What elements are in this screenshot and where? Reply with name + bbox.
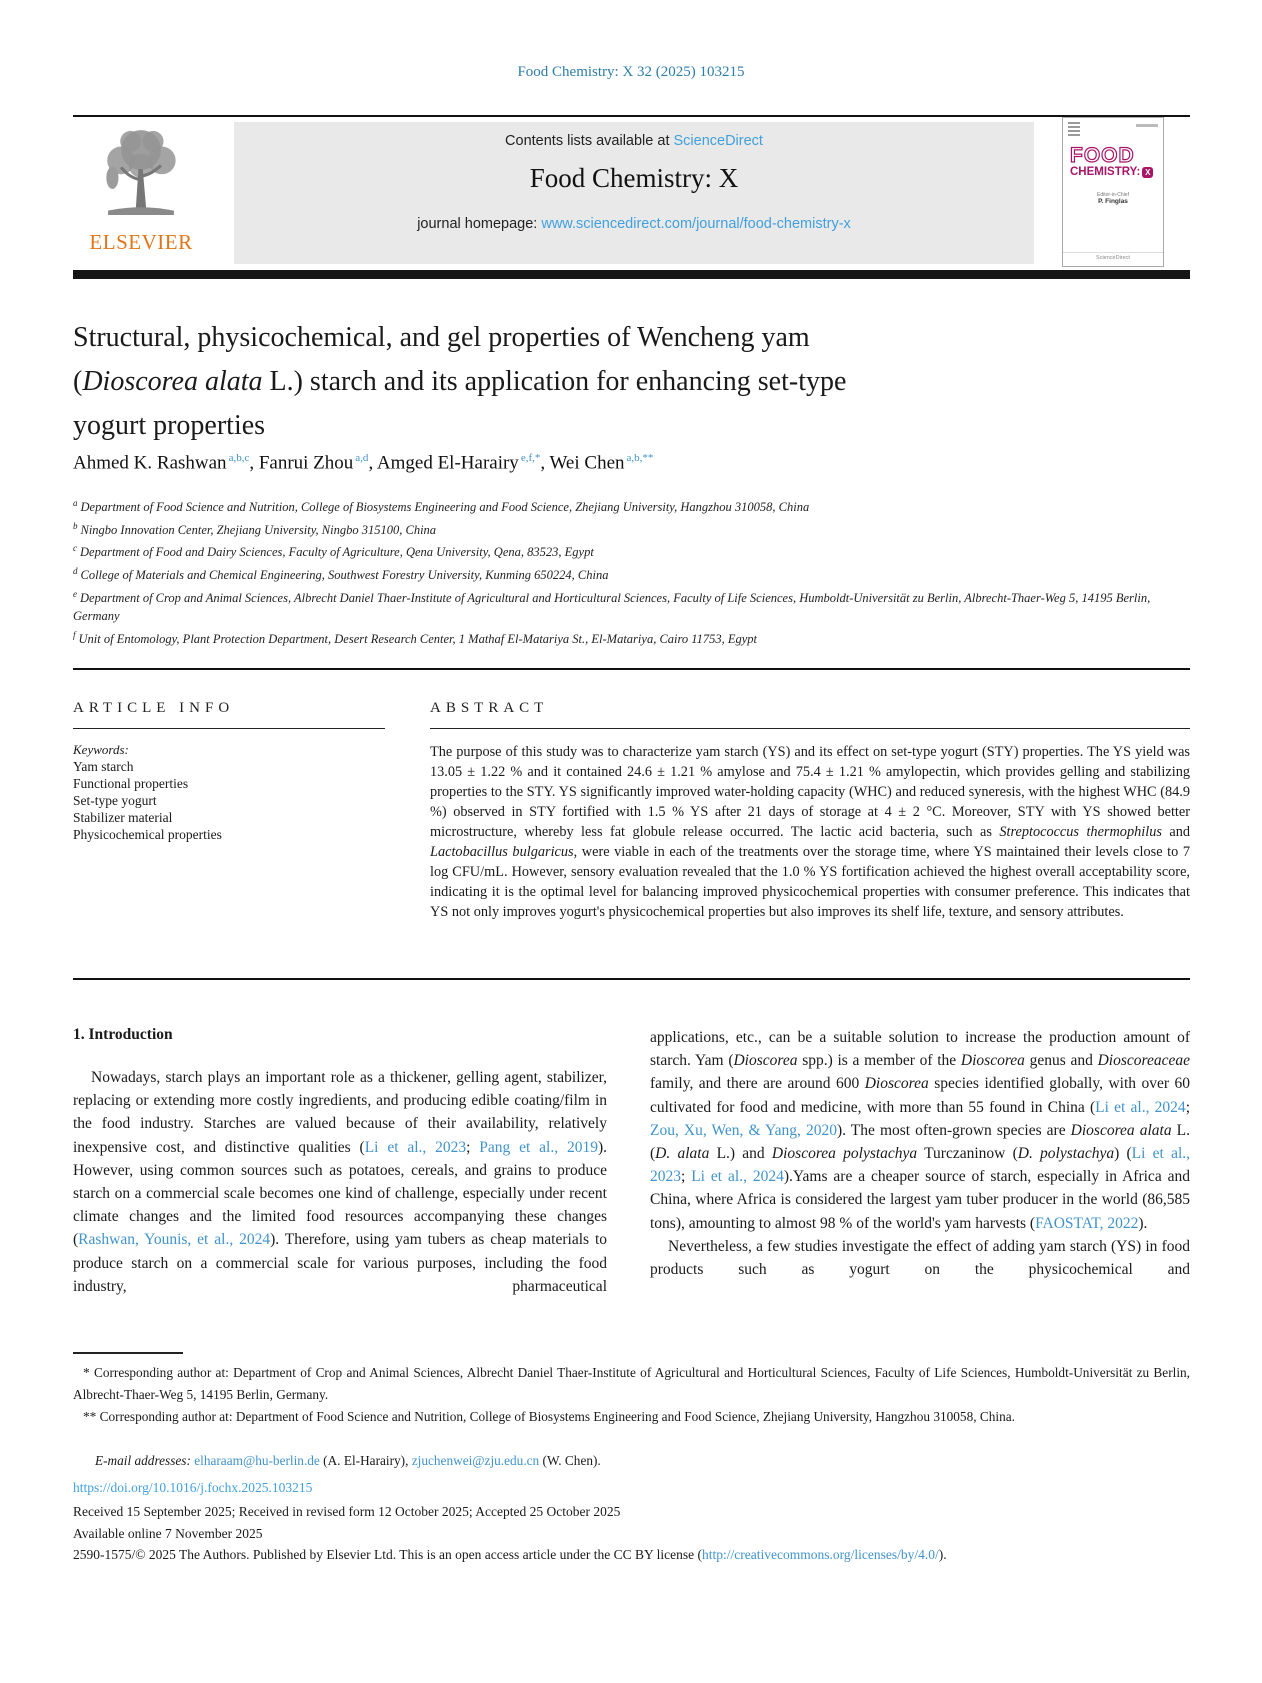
text-segment: spp.) is a member of the bbox=[797, 1052, 961, 1070]
affiliation-item: $^b$ Ningbo Innovation Center, Zhejiang University, Ningbo 315100, China bbox=[73, 520, 437, 537]
text-segment: ). Therefore, using yam tubers as cheap materials to produce starch on a commercial scale for various purposes, including the food industry, pharmaceutical bbox=[73, 1231, 608, 1295]
journal-cover[interactable] bbox=[1062, 117, 1164, 267]
text-segment: L.) starch and its application for enhancing set-type yogurt properties bbox=[73, 366, 847, 441]
text-segment: genus and bbox=[1024, 1052, 1098, 1070]
text-segment: Ahmed K. Rashwan bbox=[73, 452, 227, 474]
journal-title: Food Chemistry: X bbox=[529, 163, 739, 193]
affiliation-item: $^f$ Unit of Entomology, Plant Protection Department, Desert Research Center, 1 Mathaf El-Matariya St., El-Matariya, Cairo 11753, Egypt bbox=[73, 629, 758, 646]
text-segment: E-mail addresses: bbox=[95, 1453, 195, 1468]
abstract-section bbox=[430, 700, 1190, 922]
section-rule bbox=[73, 668, 1190, 670]
homepage-line bbox=[234, 216, 1034, 232]
intro-paragraph-2 bbox=[650, 1026, 1190, 1235]
text-link[interactable]: Li et al., 2023 bbox=[364, 1138, 467, 1156]
sciencedirect-link[interactable]: ScienceDirect bbox=[673, 133, 763, 149]
text-segment: Lactobacillus bulgaricus bbox=[430, 844, 574, 860]
elsevier-logo[interactable] bbox=[75, 124, 207, 264]
text-segment: ; bbox=[681, 1168, 692, 1186]
abstract-heading: ABSTRACT bbox=[430, 700, 549, 716]
text-segment: , were viable in each of the treatments over the storage time, where YS maintained their levels close to 7 log CFU/mL. However, sensory evaluation revealed that the 1.0 % YS fortification achieved the highest overall acceptability score, indicating it is the optimal level for balancing improved physicochemical properties with consumer preference. This indicates that YS not only improves yogurt's physicochemical properties but also improves its shelf life, texture, and sensory attributes. bbox=[430, 844, 1190, 920]
affiliation-item: $^c$ Department of Food and Dairy Sciences, Faculty of Agriculture, Qena University, Qena, 83523, Egypt bbox=[73, 543, 594, 560]
keyword-item: Stabilizer material bbox=[73, 810, 173, 825]
article-info-section bbox=[73, 700, 385, 843]
affiliations bbox=[73, 494, 1190, 648]
text-segment: Nowadays, starch plays an important role as a thickener, gelling agent, stabilizer, replacing or extending more costly ingredients, and producing edible coating/film in the food industry. Starches are valued because of their availability, relatively inexpensive cost, and distinctive qualities ( bbox=[73, 1069, 607, 1156]
affiliation-item: $^a$ Department of Food Science and Nutrition, College of Biosystems Engineering and Food Science, Zhejiang University, Hangzhou 310058, China bbox=[73, 498, 810, 515]
journal-banner bbox=[234, 122, 1034, 264]
article-info-heading: ARTICLE INFO bbox=[73, 700, 235, 716]
abstract-heading-rule bbox=[430, 728, 1190, 729]
text-segment: , Fanrui Zhou bbox=[249, 452, 354, 474]
text-segment: ). The most often-grown species are bbox=[836, 1121, 1071, 1139]
text-segment: Dioscorea alata bbox=[1070, 1121, 1172, 1139]
text-segment: family, and there are around 600 bbox=[650, 1075, 865, 1093]
footnote-rule bbox=[73, 1352, 183, 1354]
text-segment: , Wei Chen bbox=[540, 452, 625, 474]
text-segment: Dioscorea bbox=[733, 1052, 798, 1070]
text-link[interactable]: http://creativecommons.org/licenses/by/4.0/ bbox=[702, 1547, 939, 1562]
top-rule bbox=[73, 115, 1190, 117]
corresponding-author-note-1: * Corresponding author at: Department of Crop and Animal Sciences, Albrecht Daniel Thaer-Institute of Agricultural and Horticultural Sciences, Faculty of Life Sciences, Humboldt-Universität zu Berlin, Albrecht-Thaer-Weg 5, 14195 Berlin, Germany. bbox=[73, 1365, 1190, 1402]
text-link[interactable]: Li et al., 2023 bbox=[650, 1145, 1191, 1186]
text-segment: species identified globally, with over 60 cultivated for food and medicine, with more than 55 found in China ( bbox=[650, 1075, 1190, 1116]
cover-title-food: FOOD bbox=[1070, 144, 1135, 167]
text-segment: D. polystachya bbox=[1017, 1145, 1115, 1163]
author-line bbox=[73, 452, 1123, 474]
affiliation-item: $^d$ College of Materials and Chemical Engineering, Southwest Forestry University, Kunming 650224, China bbox=[73, 565, 609, 583]
text-segment: Nevertheless, a few studies investigate the effect of adding yam starch (YS) in food products such as yogurt on the physicochemical and bbox=[650, 1237, 1190, 1279]
text-segment: ) ( bbox=[1114, 1145, 1132, 1163]
text-segment: ; bbox=[466, 1138, 480, 1156]
text-segment: D. alata bbox=[655, 1145, 710, 1163]
keyword-item: Physicochemical properties bbox=[73, 827, 222, 842]
corresponding-author-note-2: ** Corresponding author at: Department of Food Science and Nutrition, College of Biosystems Engineering and Food Science, Zhejiang University, Hangzhou 310058, China. bbox=[83, 1409, 1015, 1424]
homepage-link[interactable]: www.sciencedirect.com/journal/food-chemistry-x bbox=[541, 216, 851, 232]
email-line bbox=[73, 1450, 1190, 1472]
copyright-line bbox=[73, 1547, 1190, 1563]
cover-footer: ScienceDirect bbox=[1063, 252, 1163, 261]
homepage-prefix: journal homepage: bbox=[417, 216, 542, 232]
cover-editor-name: P. Finglas bbox=[1098, 198, 1128, 205]
cover-title-chemistry: CHEMISTRY: bbox=[1070, 166, 1141, 178]
text-link[interactable]: FAOSTAT, 2022 bbox=[1035, 1214, 1139, 1232]
cover-brand bbox=[1063, 146, 1163, 178]
keyword-item: Yam starch bbox=[73, 759, 134, 774]
text-segment: Structural, physicochemical, and gel properties of Wencheng yam ( bbox=[73, 322, 810, 397]
intro-column-right bbox=[650, 1026, 1190, 1281]
cover-editor-label: Editor-in-Chief bbox=[1097, 192, 1129, 198]
text-segment: Dioscorea bbox=[864, 1075, 929, 1093]
text-segment: e,f,* bbox=[520, 452, 541, 464]
text-segment: ).Yams are a cheaper source of starch, especially in Africa and China, where Africa is considered the largest yam tuber producer in the world (86,585 tons), amounting to almost 98 % of the world's yam harvests ( bbox=[650, 1168, 1190, 1232]
text-segment: (A. El-Harairy), bbox=[319, 1453, 412, 1468]
text-segment: ). bbox=[1138, 1214, 1148, 1232]
contents-prefix: Contents lists available at bbox=[505, 133, 674, 149]
text-segment: (W. Chen). bbox=[539, 1453, 601, 1468]
text-segment: ). However, using common sources such as potatoes, cereals, and grains to produce starch on a commercial scale becomes one kind of challenge, especially under recent climate changes and the limited food resources accompanying these changes ( bbox=[73, 1138, 607, 1249]
elsevier-wordmark: ELSEVIER bbox=[89, 230, 193, 254]
contents-line bbox=[234, 122, 1034, 149]
keywords-label: Keywords: bbox=[73, 742, 129, 757]
text-segment: ). bbox=[938, 1547, 947, 1562]
cover-x-badge: X bbox=[1142, 167, 1153, 178]
intro-paragraph-1 bbox=[73, 1066, 607, 1298]
intro-paragraph-3 bbox=[650, 1235, 1190, 1281]
received-line: Received 15 September 2025; Received in revised form 12 October 2025; Accepted 25 October 2025 bbox=[73, 1504, 621, 1519]
text-link[interactable]: Rashwan, Younis, et al., 2024 bbox=[78, 1231, 271, 1249]
text-link[interactable]: zjuchenwei@zju.edu.cn bbox=[411, 1453, 540, 1468]
text-segment: Dioscorea alata bbox=[82, 366, 263, 397]
cover-elsevier-mark-icon bbox=[1068, 122, 1080, 137]
keyword-item: Functional properties bbox=[73, 776, 189, 791]
text-segment: The purpose of this study was to characterize yam starch (YS) and its effect on set-type yogurt (STY) properties. The YS yield was 13.05 ± 1.22 % and it contained 24.6 ± 1.21 % amylose and 75.4 ± 1.21 % amylopectin, which provides gelling and stabilizing properties to the STY. YS significantly improved water-holding capacity (WHC) and reduced syneresis, with the highest WHC (84.9 %) observed in STY fortified with 1.5 % YS after 21 days of storage at 4 ± 2 °C. Moreover, STY with YS showed better microstructure, whereby less fat globule release occurred. The lactic acid bacteria, such as bbox=[430, 744, 1190, 840]
doi-link[interactable]: https://doi.org/10.1016/j.fochx.2025.103215 bbox=[73, 1480, 313, 1495]
text-segment: Dioscoreaceae bbox=[1097, 1052, 1190, 1070]
text-segment: L. ( bbox=[650, 1121, 1191, 1163]
keyword-item: Set-type yogurt bbox=[73, 793, 157, 808]
text-segment: Streptococcus thermophilus bbox=[999, 824, 1162, 840]
text-segment: , Amged El-Harairy bbox=[368, 452, 519, 474]
text-link[interactable]: Li et al., 2024 bbox=[691, 1168, 784, 1186]
text-link[interactable]: elharaam@hu-berlin.de bbox=[194, 1453, 320, 1468]
intro-heading: 1. Introduction bbox=[73, 1026, 173, 1043]
text-segment: 2590-1575/© 2025 The Authors. Published by Elsevier Ltd. This is an open access article under the CC BY license ( bbox=[73, 1547, 703, 1562]
text-segment: a,d bbox=[355, 452, 369, 464]
available-line: Available online 7 November 2025 bbox=[73, 1526, 263, 1541]
text-segment: a,b,c bbox=[228, 452, 250, 464]
divider-bar bbox=[73, 270, 1190, 279]
citation-line: Food Chemistry: X 32 (2025) 103215 bbox=[517, 64, 745, 80]
article-info-heading-rule bbox=[73, 728, 385, 729]
text-link[interactable]: Pang et al., 2019 bbox=[479, 1138, 598, 1156]
abstract-text bbox=[430, 742, 1190, 922]
intro-column-left bbox=[73, 1026, 607, 1298]
text-segment: a,b,** bbox=[626, 452, 654, 464]
text-segment: Dioscorea polystachya bbox=[771, 1145, 918, 1163]
text-segment: Turczaninow ( bbox=[917, 1145, 1018, 1163]
text-segment: and bbox=[1161, 824, 1190, 840]
affiliation-item: $^e$ Department of Crop and Animal Sciences, Albrecht Daniel Thaer-Institute of Agricultural and Horticultural Sciences, Faculty of Life Sciences, Humboldt-Universität zu Berlin, Albrecht-Thaer-Weg 5, 14195 Berlin, Germany bbox=[73, 588, 1151, 624]
section-rule bbox=[73, 978, 1190, 980]
text-segment: applications, etc., can be a suitable solution to increase the production amount of starch. Yam ( bbox=[650, 1029, 1190, 1070]
text-segment: Dioscorea bbox=[960, 1052, 1025, 1070]
text-link[interactable]: Zou, Xu, Wen, & Yang, 2020 bbox=[650, 1121, 837, 1139]
text-link[interactable]: Li et al., 2024 bbox=[1095, 1098, 1186, 1116]
elsevier-tree-icon bbox=[75, 124, 207, 228]
text-segment: L.) and bbox=[709, 1145, 772, 1163]
article-title bbox=[73, 316, 921, 448]
cover-issn-bar bbox=[1136, 124, 1158, 127]
text-segment: ; bbox=[1185, 1098, 1190, 1116]
